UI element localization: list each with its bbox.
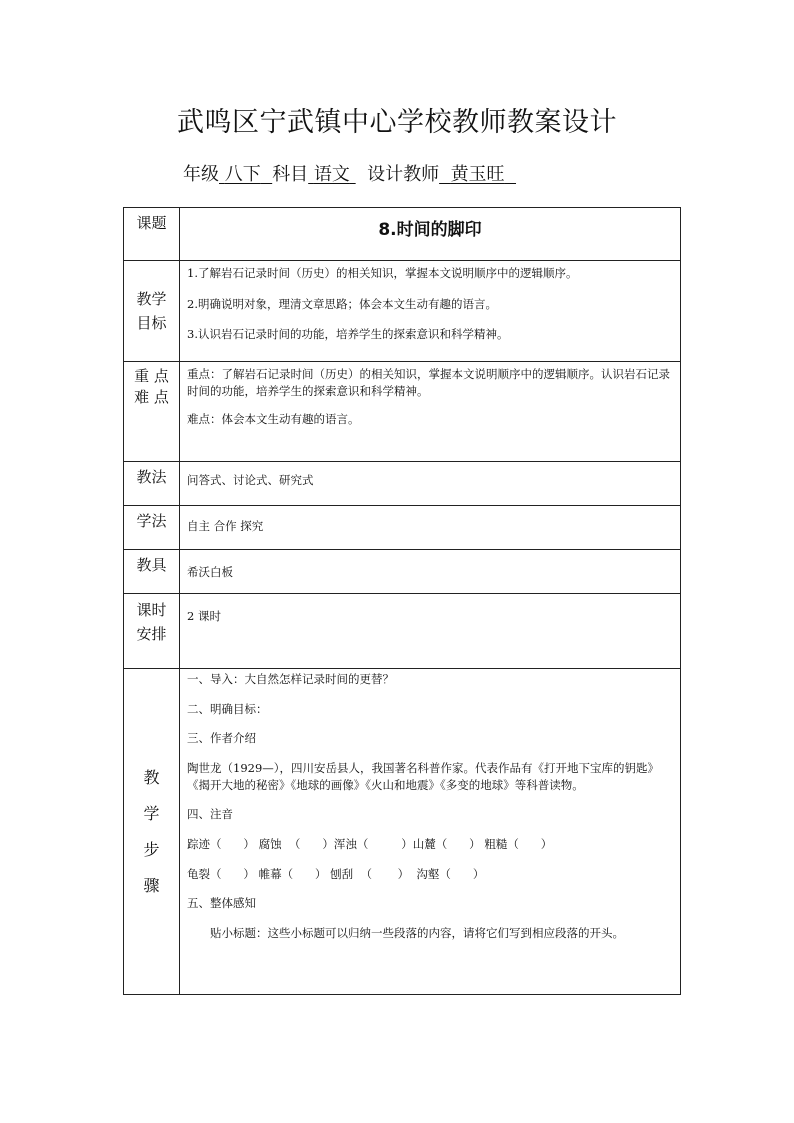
topic-label-cell xyxy=(124,208,180,261)
goals-label-2: 目标 xyxy=(136,314,167,332)
grade-value: 八下 xyxy=(224,164,261,185)
key-point-text: 重点：了解岩石记录时间（历史）的相关知识，掌握本文说明顺序中的逻辑顺序。认识岩石记录时间的功能，培养学生的探索意识和科学精神。 xyxy=(187,367,670,398)
tools-value: 希沃白板 xyxy=(187,565,233,579)
pinyin-row: 踪迹（ ） 腐蚀 （ ）浑浊（ ）山麓（ ） 粗糙（ ） xyxy=(187,837,553,852)
learning-method-value: 自主 合作 探究 xyxy=(187,519,264,533)
schedule-label-1: 课时 xyxy=(136,601,167,619)
steps-cell xyxy=(180,669,681,995)
step-pinyin-heading: 四、注音 xyxy=(187,807,233,822)
row-schedule xyxy=(124,594,681,669)
row-topic xyxy=(124,208,681,261)
learning-method-cell xyxy=(180,506,681,550)
learning-method-label: 学法 xyxy=(136,512,167,530)
step-goals: 二、明确目标： xyxy=(187,701,268,716)
row-key-points xyxy=(124,362,681,462)
steps-label-char: 教 xyxy=(143,767,160,787)
steps-label-char: 学 xyxy=(143,803,160,823)
subject-label: 科目 xyxy=(272,164,309,185)
tools-label: 教具 xyxy=(136,556,167,574)
row-learning-method xyxy=(124,506,681,550)
teacher-value: 黄玉旺 xyxy=(450,164,505,185)
goal-item: 1.了解岩石记录时间（历史）的相关知识，掌握本文说明顺序中的逻辑顺序。 xyxy=(187,266,578,280)
step-perception-heading: 五、整体感知 xyxy=(187,896,256,911)
schedule-value: 2 课时 xyxy=(187,609,221,623)
keypoints-label-1: 重 点 xyxy=(134,367,169,385)
learning-method-label-cell xyxy=(124,506,180,550)
topic-label: 课题 xyxy=(136,214,167,232)
topic-cell xyxy=(180,208,681,261)
goals-label-cell xyxy=(124,261,180,362)
author-bio: 陶世龙（1929—），四川安岳县人，我国著名科普作家。代表作品有《打开地下宝库的钥匙》《揭开大地的秘密》《地球的画像》《火山和地震》《多变的地球》等科普读物。 xyxy=(187,761,660,792)
keypoints-cell xyxy=(180,362,681,462)
teaching-method-label-cell xyxy=(124,462,180,506)
difficulty-text: 难点：体会本文生动有趣的语言。 xyxy=(187,412,360,427)
pinyin-row: 龟裂（ ） 帷幕（ ） 刨刮 （ ） 沟壑（ ） xyxy=(187,866,485,881)
header-info-line xyxy=(183,160,516,186)
schedule-label-cell xyxy=(124,594,180,669)
schedule-cell xyxy=(180,594,681,669)
goals-cell xyxy=(180,261,681,362)
step-author-heading: 三、作者介绍 xyxy=(187,731,256,746)
teacher-label: 设计教师 xyxy=(367,164,440,185)
goal-item: 3.认识岩石记录时间的功能，培养学生的探索意识和科学精神。 xyxy=(187,327,509,342)
page-title: 武鸣区宁武镇中心学校教师教案设计 xyxy=(177,107,617,138)
keypoints-label-cell xyxy=(124,362,180,462)
row-steps xyxy=(124,669,681,995)
row-teaching-method xyxy=(124,462,681,506)
teaching-method-value: 问答式、讨论式、研究式 xyxy=(187,473,314,487)
tools-label-cell xyxy=(124,550,180,594)
perception-text: 贴小标题：这些小标题可以归纳一些段落的内容，请将它们写到相应段落的开头。 xyxy=(210,926,624,941)
row-tools xyxy=(124,550,681,594)
grade-label: 年级 xyxy=(183,164,219,185)
lesson-plan-table xyxy=(123,207,681,995)
goal-item: 2.明确说明对象，理清文章思路；体会本文生动有趣的语言。 xyxy=(187,296,497,311)
teaching-method-cell xyxy=(180,462,681,506)
teaching-method-label: 教法 xyxy=(136,468,167,486)
step-intro: 一、导入：大自然怎样记录时间的更替？ xyxy=(187,672,394,686)
steps-label-char: 骤 xyxy=(143,875,160,895)
goals-label-1: 教学 xyxy=(136,290,167,308)
schedule-label-2: 安排 xyxy=(136,625,167,643)
steps-label-char: 步 xyxy=(143,839,160,859)
tools-cell xyxy=(180,550,681,594)
steps-label-cell xyxy=(124,669,180,995)
row-goals xyxy=(124,261,681,362)
keypoints-label-2: 难 点 xyxy=(134,388,169,406)
subject-value: 语文 xyxy=(313,164,350,185)
lesson-title: 8.时间的脚印 xyxy=(378,220,482,240)
